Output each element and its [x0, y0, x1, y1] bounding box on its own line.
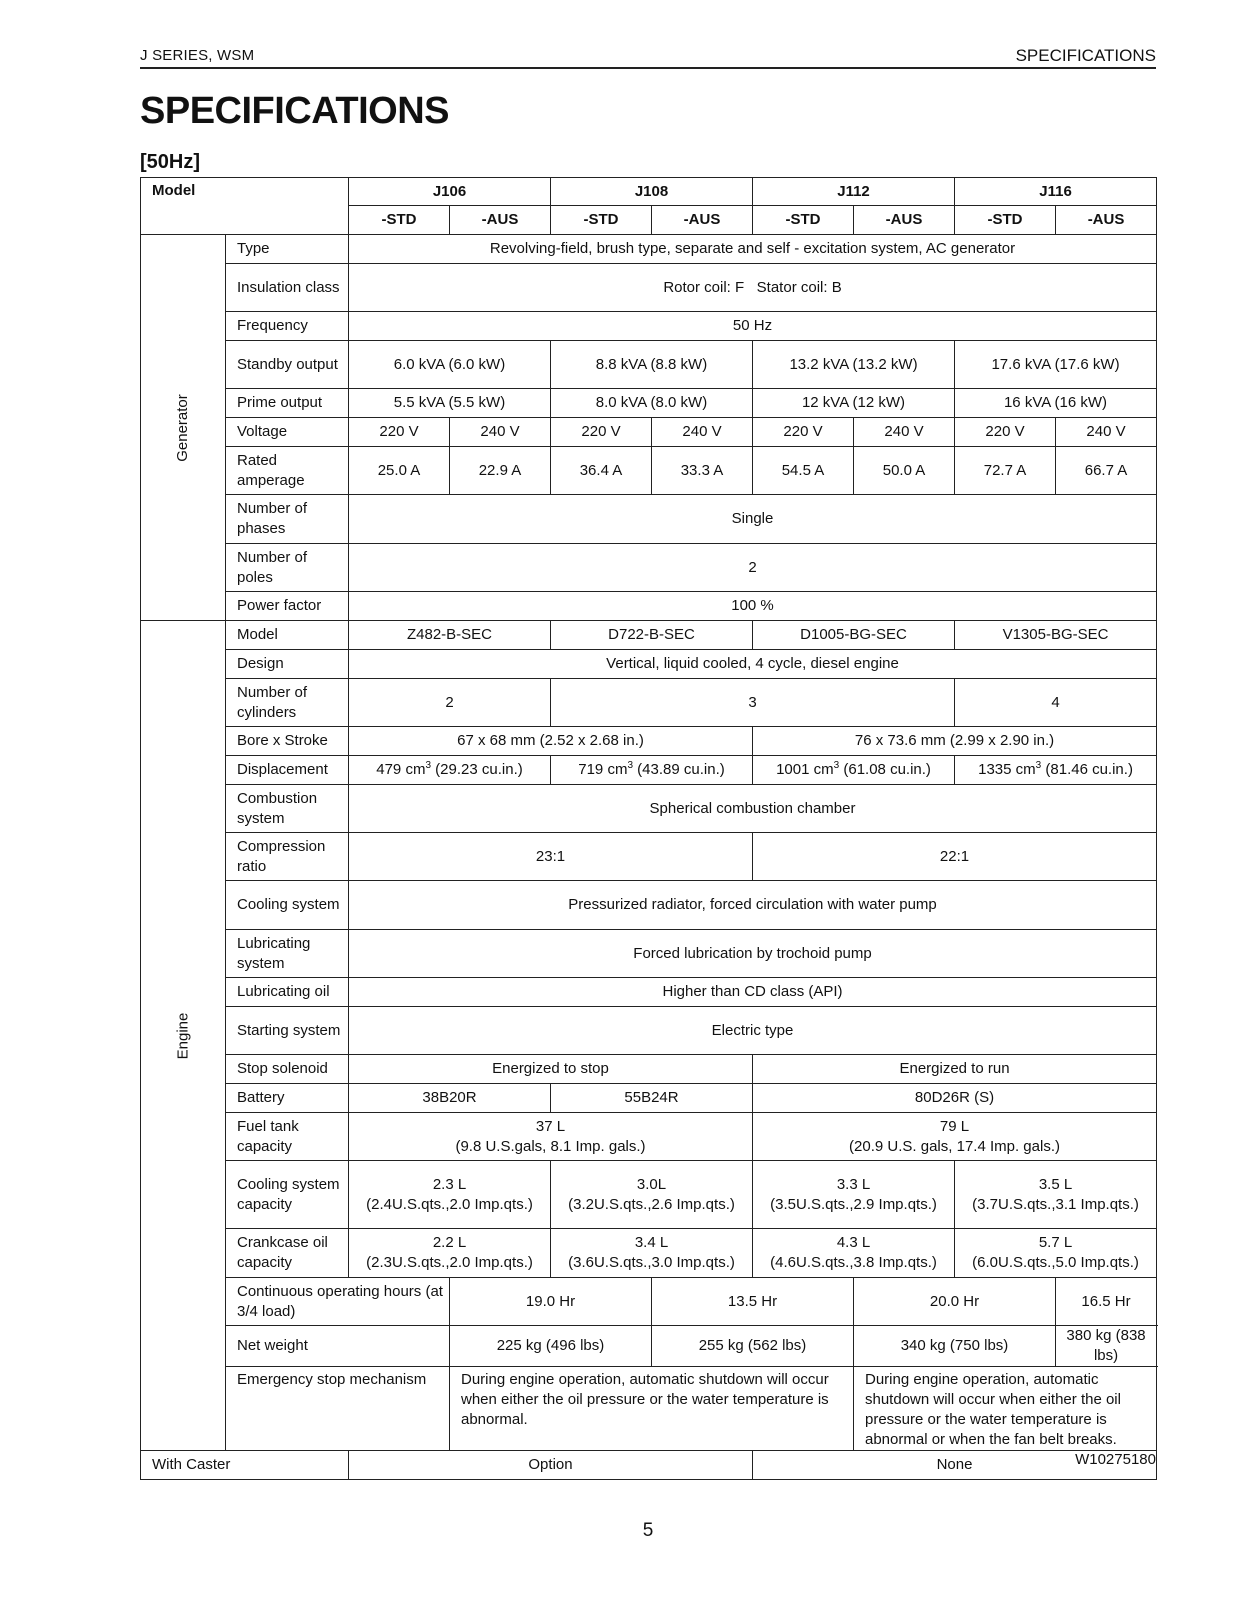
cell-value: 5.5 kVA (5.5 kW): [349, 389, 551, 418]
variant-header: -STD: [753, 206, 854, 235]
variant-header: -AUS: [652, 206, 753, 235]
row-label: Design: [226, 650, 349, 679]
cell-value: 36.4 A: [551, 447, 652, 495]
row-label: Frequency: [226, 312, 349, 341]
cell-value: 220 V: [955, 418, 1056, 447]
cell-value: 16 kVA (16 kW): [955, 389, 1157, 418]
table-row: [141, 1229, 1157, 1278]
cell-value: Electric type: [349, 1007, 1157, 1055]
variant-header: -AUS: [450, 206, 551, 235]
page-title: SPECIFICATIONS: [140, 90, 449, 132]
cell-value: 80D26R (S): [753, 1084, 1157, 1113]
cell-value: 22.9 A: [450, 447, 551, 495]
cell-value: 72.7 A: [955, 447, 1056, 495]
cell-value: 76 x 73.6 mm (2.99 x 2.90 in.): [753, 727, 1157, 756]
cell-value: 2.2 L (2.3U.S.qts.,2.0 Imp.qts.): [349, 1229, 551, 1278]
engine-group-label: Engine: [174, 1012, 191, 1059]
cell-value: 240 V: [450, 418, 551, 447]
specifications-table: [140, 177, 1157, 1480]
cell-value: 50.0 A: [854, 447, 955, 495]
cell-value: V1305-BG-SEC: [955, 621, 1157, 650]
row-label: Stop solenoid: [226, 1055, 349, 1084]
table-row: [141, 495, 1157, 544]
table-row: [141, 756, 1157, 785]
cell-value: Spherical combustion chamber: [349, 785, 1157, 833]
cell-value: 55B24R: [551, 1084, 753, 1113]
row-label: Crankcase oil capacity: [226, 1229, 349, 1278]
cell-value: 220 V: [551, 418, 652, 447]
cell-value: Vertical, liquid cooled, 4 cycle, diesel engine: [349, 650, 1157, 679]
cell-value: Higher than CD class (API): [349, 978, 1157, 1007]
row-label: Power factor: [226, 592, 349, 621]
cell-value: 13.2 kVA (13.2 kW): [753, 341, 955, 389]
cell-value: Energized to run: [753, 1055, 1157, 1084]
cell-value: 8.0 kVA (8.0 kW): [551, 389, 753, 418]
cell-value: 38B20R: [349, 1084, 551, 1113]
cell-value: 1001 $cm^3$ (61.08 cu.in.): [753, 756, 955, 785]
cell-value: 23:1: [349, 833, 753, 881]
table-row: [141, 1113, 1157, 1161]
row-label: Lubricating system: [226, 930, 349, 978]
table-row: [141, 447, 1157, 495]
cell-value: Option: [349, 1451, 753, 1480]
cell-value: 50 Hz: [349, 312, 1157, 341]
row-label: Compression ratio: [226, 833, 349, 881]
cell-value: 3: [551, 679, 955, 727]
cell-value: Pressurized radiator, forced circulation with water pump: [349, 881, 1157, 930]
engine-group-cell: [141, 621, 226, 1451]
model-j116: J116: [955, 178, 1157, 206]
table-row: [141, 1451, 1157, 1480]
table-row: [141, 650, 1157, 679]
row-label: Model: [226, 621, 349, 650]
cell-value: 225 kg (496 lbs): [450, 1326, 652, 1367]
table-row: [141, 881, 1157, 930]
cell-value: 5.7 L (6.0U.S.qts.,5.0 Imp.qts.): [955, 1229, 1157, 1278]
page-number: 5: [642, 1520, 654, 1541]
row-label: Voltage: [226, 418, 349, 447]
cell-value: 4: [955, 679, 1157, 727]
cell-value: 220 V: [349, 418, 450, 447]
row-label: Emergency stop mechanism: [226, 1367, 450, 1451]
cell-value: Revolving-field, brush type, separate and self - excitation system, AC generator: [349, 235, 1157, 264]
cell-value: 22:1: [753, 833, 1157, 881]
cell-value: Single: [349, 495, 1157, 544]
cell-value: 3.3 L (3.5U.S.qts.,2.9 Imp.qts.): [753, 1161, 955, 1229]
frequency-label: [50Hz]: [140, 151, 201, 173]
cell-value: 37 L (9.8 U.S.gals, 8.1 Imp. gals.): [349, 1113, 753, 1161]
cell-value: 100 %: [349, 592, 1157, 621]
cell-value: 79 L (20.9 U.S. gals, 17.4 Imp. gals.): [753, 1113, 1157, 1161]
cell-value: 20.0 Hr: [854, 1278, 1056, 1326]
row-label: Continuous operating hours (at 3/4 load): [226, 1278, 450, 1326]
table-row: [141, 418, 1157, 447]
cell-value: 3.5 L (3.7U.S.qts.,3.1 Imp.qts.): [955, 1161, 1157, 1229]
cell-value: 16.5 Hr: [1056, 1278, 1157, 1326]
cell-value: 240 V: [1056, 418, 1157, 447]
row-label: Fuel tank capacity: [226, 1113, 349, 1161]
variant-header: -STD: [551, 206, 652, 235]
cell-value: D1005-BG-SEC: [753, 621, 955, 650]
cell-value: 719 $cm^3$ (43.89 cu.in.): [551, 756, 753, 785]
row-label: Bore x Stroke: [226, 727, 349, 756]
model-j112: J112: [753, 178, 955, 206]
model-label: Model: [141, 178, 349, 235]
cell-value: Rotor coil: F Stator coil: B: [349, 264, 1157, 312]
cell-value: 25.0 A: [349, 447, 450, 495]
row-label: Standby output: [226, 341, 349, 389]
model-j106: J106: [349, 178, 551, 206]
row-label: Displacement: [226, 756, 349, 785]
cell-value: During engine operation, automatic shutdown will occur when either the oil pressure or the water temperature is abnormal.: [450, 1367, 854, 1451]
cell-value: 2: [349, 679, 551, 727]
table-row: [141, 1161, 1157, 1229]
header-divider: [140, 67, 1156, 69]
row-label: Battery: [226, 1084, 349, 1113]
row-label: Type: [226, 235, 349, 264]
cell-value: 2: [349, 544, 1157, 592]
cell-value: 380 kg (838 lbs): [1056, 1326, 1157, 1367]
cell-value: 2.3 L (2.4U.S.qts.,2.0 Imp.qts.): [349, 1161, 551, 1229]
document-code: W10275180: [1075, 1451, 1156, 1468]
cell-value: 220 V: [753, 418, 854, 447]
cell-value: 12 kVA (12 kW): [753, 389, 955, 418]
cell-value: Energized to stop: [349, 1055, 753, 1084]
running-header-left: J SERIES, WSM: [140, 47, 255, 64]
cell-value: 66.7 A: [1056, 447, 1157, 495]
cell-value: 240 V: [652, 418, 753, 447]
table-row: [141, 785, 1157, 833]
cell-value: Z482-B-SEC: [349, 621, 551, 650]
table-row: [141, 1007, 1157, 1055]
model-j108: J108: [551, 178, 753, 206]
running-header-right: SPECIFICATIONS: [1015, 46, 1156, 65]
cell-value: D722-B-SEC: [551, 621, 753, 650]
table-row: [141, 389, 1157, 418]
generator-group-label: Generator: [173, 393, 191, 462]
table-row: [141, 1326, 1157, 1367]
row-label: Cooling system capacity: [226, 1161, 349, 1229]
cell-value: 479 $cm^3$ (29.23 cu.in.): [349, 756, 551, 785]
row-label: Insulation class: [226, 264, 349, 312]
cell-value: 255 kg (562 lbs): [652, 1326, 854, 1367]
cell-value: 19.0 Hr: [450, 1278, 652, 1326]
generator-group-cell: [141, 235, 226, 621]
table-row: [141, 235, 1157, 264]
row-label: Prime output: [226, 389, 349, 418]
cell-value: 3.0L (3.2U.S.qts.,2.6 Imp.qts.): [551, 1161, 753, 1229]
variant-header: -AUS: [1056, 206, 1157, 235]
variant-header: -STD: [349, 206, 450, 235]
cell-value: 67 x 68 mm (2.52 x 2.68 in.): [349, 727, 753, 756]
row-label: Net weight: [226, 1326, 450, 1367]
table-row: [141, 1055, 1157, 1084]
row-label: Combustion system: [226, 785, 349, 833]
cell-value: 33.3 A: [652, 447, 753, 495]
cell-value: 6.0 kVA (6.0 kW): [349, 341, 551, 389]
table-row: [141, 1084, 1157, 1113]
cell-value: 3.4 L (3.6U.S.qts.,3.0 Imp.qts.): [551, 1229, 753, 1278]
table-row: [141, 1367, 1157, 1451]
table-row: [141, 833, 1157, 881]
table-row: [141, 930, 1157, 978]
cell-value: 13.5 Hr: [652, 1278, 854, 1326]
row-label: Number of poles: [226, 544, 349, 592]
row-label: Rated amperage: [226, 447, 349, 495]
cell-value: 17.6 kVA (17.6 kW): [955, 341, 1157, 389]
row-label: Number of cylinders: [226, 679, 349, 727]
row-label: Starting system: [226, 1007, 349, 1055]
row-label: With Caster: [141, 1451, 349, 1480]
variant-header: -STD: [955, 206, 1056, 235]
model-header-row: [141, 178, 1157, 206]
table-row: [141, 727, 1157, 756]
table-row: [141, 544, 1157, 592]
table-row: [141, 1278, 1157, 1326]
cell-value: 1335 $cm^3$ (81.46 cu.in.): [955, 756, 1157, 785]
table-row: [141, 621, 1157, 650]
row-label: Cooling system: [226, 881, 349, 930]
table-row: [141, 592, 1157, 621]
cell-value: None: [753, 1451, 1157, 1480]
cell-value: 54.5 A: [753, 447, 854, 495]
cell-value: During engine operation, automatic shutdown will occur when either the oil pressure or the water temperature is abnormal or when the fan belt breaks.: [854, 1367, 1157, 1451]
cell-value: 4.3 L (4.6U.S.qts.,3.8 Imp.qts.): [753, 1229, 955, 1278]
table-row: [141, 978, 1157, 1007]
table-row: [141, 679, 1157, 727]
cell-value: 340 kg (750 lbs): [854, 1326, 1056, 1367]
table-row: [141, 264, 1157, 312]
row-label: Number of phases: [226, 495, 349, 544]
cell-value: Forced lubrication by trochoid pump: [349, 930, 1157, 978]
row-label: Lubricating oil: [226, 978, 349, 1007]
cell-value: 8.8 kVA (8.8 kW): [551, 341, 753, 389]
table-row: [141, 341, 1157, 389]
variant-header: -AUS: [854, 206, 955, 235]
table-row: [141, 312, 1157, 341]
cell-value: 240 V: [854, 418, 955, 447]
